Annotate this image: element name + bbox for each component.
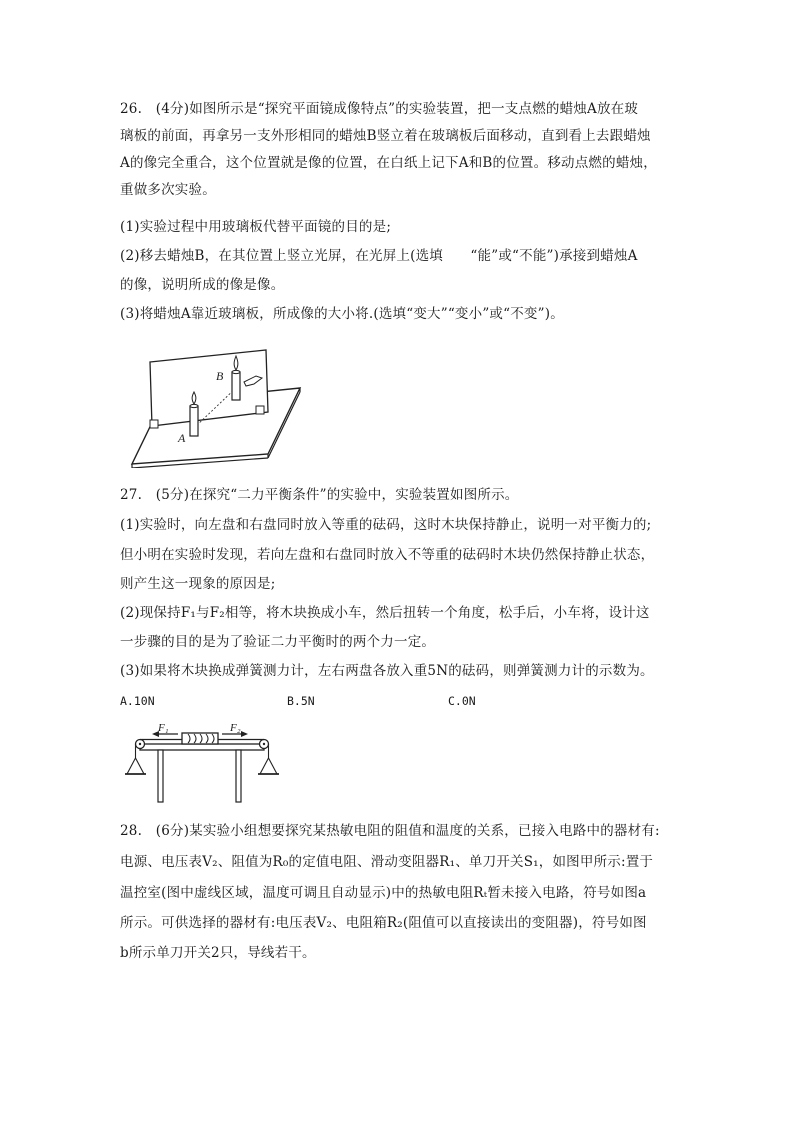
q26-line-5: (1)实验过程中用玻璃板代替平面镜的目的是; (120, 219, 392, 235)
choice-c: C.0N (448, 694, 476, 708)
force-f1-label: F₁ (158, 722, 169, 734)
choice-b: B.5N (287, 694, 315, 708)
q26-line-2: 璃板的前面，再拿另一支外形相同的蜡烛B竖立着在玻璃板后面移动，直到看上去跟蜡烛 (120, 128, 651, 144)
q27-line-5: (2)现保持F₁与F₂相等，将木块换成小车，然后扭转一个角度，松手后，小车将，设计这 (120, 605, 650, 621)
q26-line-1: 26. (4分)如图所示是“探究平面镜成像特点”的实验装置，把一支点燃的蜡烛A放在玻 (120, 101, 639, 117)
candle-a-label: A (178, 431, 186, 445)
mirror-experiment-figure (128, 342, 318, 468)
q27-line-4: 则产生这一现象的原因是; (120, 576, 276, 592)
q27-line-3: 但小明在实验时发现，若向左盘和右盘同时放入不等重的砝码时木块仍然保持静止状态， (120, 547, 655, 563)
q27-line-1: 27. (5分)在探究“二力平衡条件”的实验中，实验装置如图所示。 (120, 487, 519, 503)
choice-a: A.10N (120, 694, 155, 708)
q27-line-7: (3)如果将木块换成弹簧测力计，左右两盘各放入重5N的砝码，则弹簧测力计的示数为。 (120, 663, 654, 679)
q27-line-2: (1)实验时，向左盘和右盘同时放入等重的砝码，这时木块保持静止，说明一对平衡力的; (120, 517, 652, 533)
q28-line-2: 电源、电压表V₂、阻值为R₀的定值电阻、滑动变阻器R₁、单刀开关S₁，如图甲所示:置于 (120, 854, 654, 870)
q27-line-6: 一步骤的目的是为了验证二力平衡时的两个力一定。 (120, 634, 436, 650)
q28-line-5: b所示单刀开关2只，导线若干。 (120, 945, 316, 961)
q26-line-6: (2)移去蜡烛B，在其位置上竖立光屏，在光屏上(选填 “能”或“不能”)承接到蜡烛A (120, 248, 638, 264)
force-f2-label: F₂ (230, 722, 241, 734)
q26-line-4: 重做多次实验。 (120, 182, 216, 198)
q26-line-7: 的像，说明所成的像是像。 (120, 277, 285, 293)
q27-choices (120, 692, 680, 710)
q26-line-8: (3)将蜡烛A靠近玻璃板，所成像的大小将.(选填“变大”“变小”或“不变”)。 (120, 306, 564, 322)
q28-line-4: 所示。可供选择的器材有:电压表V₂、电阻箱R₂(阻值可以直接读出的变阻器)，符号如图 (120, 915, 647, 931)
candle-b-label: B (216, 369, 224, 383)
force-balance-figure (124, 722, 280, 804)
q26-line-3: A的像完全重合，这个位置就是像的位置，在白纸上记下A和B的位置。移动点燃的蜡烛， (120, 155, 657, 171)
q28-line-1: 28. (6分)某实验小组想要探究某热敏电阻的阻值和温度的关系，已接入电路中的器材有: (120, 823, 660, 839)
q28-line-3: 温控室(图中虚线区域，温度可调且自动显示)中的热敏电阻Rₜ暂未接入电路，符号如图a (120, 885, 647, 901)
